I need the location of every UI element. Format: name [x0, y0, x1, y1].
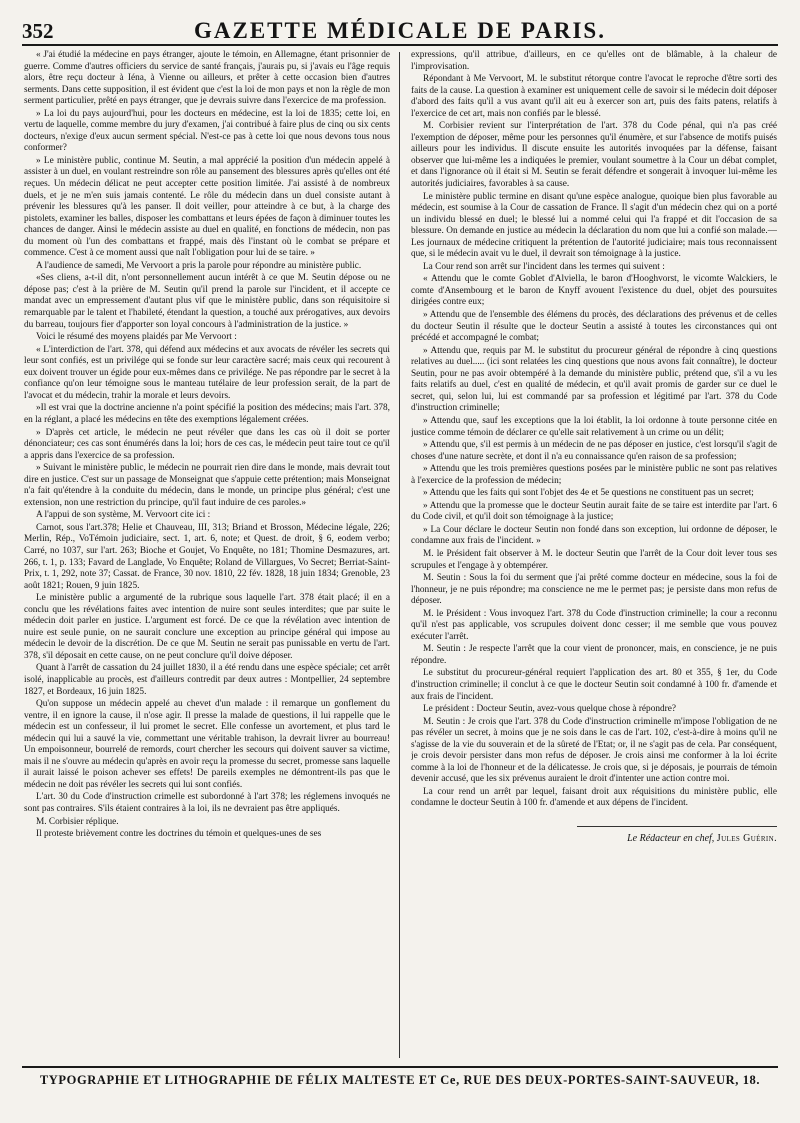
- paragraph: Le substitut du procureur-général requiert l'application des art. 80 et 355, § 1er, du Code d'instruction criminelle; il conclut à ce que le docteur Seutin soit condamné à 100 fr. d'amende et aux frais de l'incident.: [411, 668, 777, 702]
- paragraph: M. Seutin : Sous la foi du serment que j'ai prêté comme docteur en médecine, sous la foi de l'honneur, je ne puis répondre; ma conscience ne me le permet pas; je persiste dans mon refus de déposer.: [411, 573, 777, 607]
- signature-name: Jules Guérin.: [716, 833, 777, 844]
- paragraph: » Attendu que de l'ensemble des élémens du procès, des déclarations des prévenus et de celles du docteur Seutin il résulte que le docteur Seutin a assisté à toutes les circonstances qui ont précédé et accompagné le combat;: [411, 310, 777, 344]
- paragraph: « Attendu que le comte Goblet d'Alviella, le baron d'Hooghvorst, le vicomte Walckiers, le comte d'Ansembourg et le baron de Knyff avouent l'existence du duel, objet des poursuites dirigées contre eux;: [411, 274, 777, 308]
- paragraph: La Cour rend son arrêt sur l'incident dans les termes qui suivent :: [423, 261, 665, 272]
- paragraph: » D'après cet article, le médecin ne peut révéler que dans les cas où il doit se porter dénonciateur; ces cas sont énumérés dans la loi; hors de ces cas, le médecin peut taire tout ce qu'il a appris dans l'exercice de sa profession.: [24, 427, 390, 461]
- paragraph: La cour rend un arrêt par lequel, faisant droit aux réquisitions du ministère public, elle condamne le docteur Seutin à 100 fr. d'amende et aux dépens de l'incident.: [411, 786, 777, 809]
- paragraph: » La loi du pays aujourd'hui, pour les docteurs en médecine, est la loi de 1835; cette loi, en vertu de laquelle, comme membre du jury d'examen, j'ai contribué à faire plus de cinq ou six cents docteurs, n'exige d'eux aucun serment spécial. N'est-ce pas à cette loi que nous devons tous nous conformer?: [24, 108, 390, 154]
- paragraph: Qu'on suppose un médecin appelé au chevet d'un malade : il remarque un gonflement du ventre, il en ignore la cause, il n'ose agir. Il presse la malade de questions, il lui rappelle que le médecin est un confesseur, il lui promet le secret. Elle confesse un avortement, et plus tard le médecin qui lui a sauvé la vie, commettant une véritable trahison, la devrait livrer au bourreau! Un empoisonneur, bourrelé de remords, court chercher les secours qui doivent sauver sa victime, mais il ne s'ouvre au médecin qu'après en avoir reçu la promesse du secret, promesse sans laquelle il aurait laissé le poison achever ses effets! De pareils exemples ne démontrent-ils pas que le médecin ne doit pas révéler les secrets qui lui sont confiés.: [24, 699, 390, 790]
- paragraph: « L'interdiction de l'art. 378, qui défend aux médecins et aux avocats de révéler les secrets qui leur sont confiés, est un privilége qui se fonde sur leur caractère sacré; mais ceux qui recourent à eux doivent trouver un égide pour eux-mêmes dans ce privilége. Ne pas répondre par le secret à la confiance qu'on leur témoigne sous le manteau tutélaire de leur profession serait, de la part de l'avocat et du médecin, trahir la morale et leurs devoirs.: [24, 344, 390, 401]
- left-column: [24, 50, 390, 1058]
- editor-signature: [411, 833, 777, 845]
- paragraph: M. le Président : Vous invoquez l'art. 378 du Code d'instruction criminelle; la cour a reconnu qu'il n'est pas applicable, vos scrupules doivent donc cesser; il me semble que vous pouvez exécuter l'arrêt.: [411, 608, 777, 642]
- printer-imprint: TYPOGRAPHIE ET LITHOGRAPHIE DE FÉLIX MALTESTE ET Ce, RUE DES DEUX-PORTES-SAINT-SAUVEUR, 18.: [39, 1073, 761, 1087]
- paragraph: «Ses cliens, a-t-il dit, n'ont personnellement aucun intérêt à ce que M. Seutin dépose ou ne dépose pas; c'est à la prière de M. Seutin qu'il prend la parole sur l'incident, et il accepte ce mandat avec un empressement d'autant plus vif que le ministère public, dans son réquisitoire si remarquable par le talent et l'habileté, étendant la question, a touché aux prérogatives, aux devoirs du barreau, toujours fier d'apporter son loyal concours à l'administration de la justice. »: [24, 273, 390, 330]
- paragraph: Le ministère public a argumenté de la rubrique sous laquelle l'art. 378 était placé; il en a conclu que les révélations faites avec intention de nuire sont seules interdites; que par suite le médecin doit parler en justice. L'argument est forcé. De ce que la révélation avec intention de nuire est seule punie, on ne saurait conclure une exception au principe général qui impose au médecin le devoir de la discrétion. De ce que M. Seutin ne serait pas punissable en vertu de l'art. 378, s'il déposait en cette cause, on ne peut conclure qu'il doive déposer.: [24, 593, 390, 661]
- page-header: [22, 10, 778, 46]
- paragraph: » Attendu que, requis par M. le substitut du procureur général de répondre à cinq questions relatives au duel..... (ici sont relatées les cinq questions que nous avons fait connaître), le docteur Seutin, pour ne pas avoir obtempéré à la demande du ministère public, prétend que, s'il a vu les faits relatifs au duel, c'est en qualité de médecin, et qu'il avait promis de garder sur ce duel le secret, qui, selon lui, lui est commandé par sa profession et légitimé par l'art. 378 du Code d'instruction criminelle;: [411, 345, 777, 414]
- paragraph: Quant à l'arrêt de cassation du 24 juillet 1830, il a été rendu dans une espèce spéciale; cet arrêt isolé, inapplicable au procès, est d'ailleurs contredit par deux autres : Montpellier, 24 septembre 1827, et Bordeaux, 16 juin 1825.: [24, 663, 390, 697]
- citation-list: Carnot, sous l'art.378; Helie et Chauveau, III, 313; Briand et Brosson, Médecine légale, 226; Merlin, Rép., VoTémoin judiciaire, sect. 1, art. 6, note; et Quest. de droit, § 6, eodem verbo; Carré, no 1037, sur l'art. 263; Bioche et Goujet, Vo Enquête, no 181; Thomine Desmazures, art. 266, t. 1, p. 133; Favard de Langlade, Vo Enquête; Roland de Villargues, Vo Secret; Berriat-Saint-Prix, t. 1, 292, note 37; Cassat. de France, 30 nov. 1810, 22 fév. 1828, 18 juin 1834; Grenoble, 23 août 1821; Rouen, 9 juin 1825.: [24, 522, 390, 591]
- paragraph: M. le Président fait observer à M. le docteur Seutin que l'arrêt de la Cour doit lever tous ses scrupules et l'engage à y obtempérer.: [411, 548, 777, 571]
- right-column: [411, 50, 777, 1058]
- paragraph: L'art. 30 du Code d'instruction crimelle est subordonné à l'art 378; les réglemens invoqués ne sont pas contraires. S'ils étaient contraires à la loi, ils ne devraient pas être appliqués.: [24, 792, 390, 814]
- paragraph: « J'ai étudié la médecine en pays étranger, ajoute le témoin, en Allemagne, étant prisonnier de guerre. Comme d'autres officiers du service de santé français, j'aurais pu, si j'avais eu l'âge requis alors, être reçu docteur à Iéna, à Vienne ou ailleurs, et prêter à cette occasion bien d'autres serments. Dans cette supposition, il est évident que c'est la loi de mon pays et non la règle de mon serment particulier, prêté en pays étranger, que je devrais suivre dans l'exercice de ma profession.: [24, 50, 390, 107]
- page-number: 352: [22, 19, 54, 43]
- paragraph: » Attendu que la promesse que le docteur Seutin aurait faite de se taire est interdite par l'art. 6 du Code civil, et qu'il doit son témoignage à la justice;: [411, 500, 777, 523]
- paragraph: Voici le résumé des moyens plaidés par Me Vervoort :: [36, 332, 237, 343]
- footer-rule: [22, 1066, 778, 1068]
- paragraph: » Suivant le ministère public, le médecin ne pourrait rien dire dans le monde, mais devrait tout dire en justice. C'est sur un passage de Monseignat que s'appuie cette prétention; mais Monseignat n'a fait qu'étendre à la conduite du médecin, dans le monde, un principe plus général; c'est une extension, non une restriction du principe, qu'il faut induire de ces paroles.»: [24, 463, 390, 508]
- paragraph: M. Corbisier réplique.: [36, 816, 119, 827]
- paragraph: M. Corbisier revient sur l'interprétation de l'art. 378 du Code pénal, qui n'a pas créé l'exemption de déposer, même pour les personnes qu'il énumère, et sur l'absence de motifs puisés ailleurs pour les individus. Il discute ensuite les autorités invoquées par la défense, faisant observer que lui-même les a indiquées le premier, voulant soumettre à la Cour un débat complet, et dans l'ignorance où il était si M. Seutin se ferait défendre et songerait à invoquer lui-même les autorités judiciaires, favorables à sa cause.: [411, 121, 777, 190]
- paragraph: » Le ministère public, continue M. Seutin, a mal apprécié la position d'un médecin appelé à assister à un duel, en voulant restreindre son rôle au pansement des blessures après qu'elles ont été reçues. Un médecin délicat ne peut accepter cette position limitée. J'ai assisté à de nombreux duels, et je ne m'en suis jamais contenté. Le rôle du médecin dans un duel consiste autant à prévenir les blessures qu'à les panser. Il doit veiller, pour atteindre à ce but, à la charge des pistolets, examiner les balles, disposer les combattans et leurs épées de façon à diminuer toutes les chances de danger. Ainsi le médecin assiste au duel en qualité, en fonctions de médecin, non pas du moment où l'un des combattans et frappé, mais dès l'instant où le combat se prépare et commence. C'est à ce moment aussi que naît l'obligation pour lui de se taire. »: [24, 155, 390, 259]
- paragraph: » Attendu que les trois premières questions posées par le ministère public ne sont pas relatives à l'exercice de la profession de médecin;: [411, 464, 777, 486]
- paragraph: Le ministère public termine en disant qu'une espèce analogue, quoique bien plus favorable au médecin, est soumise à la Cour de cassation de France. Il s'agit d'un médecin chez qui on a porté un individu blessé en duel; le blessé lui a nommé celui qui l'a frappé et dit l'occasion de sa blessure. On demande en justice au médecin la déclaration du nom que lui a confié son malade.— Les journaux de médecine critiquent la prétention de l'autorité judiciaire; mais tous reconnaissent que, si le médecin avait vu le duel, il devrait son témoignage à la justice.: [411, 191, 777, 260]
- paragraph: » Attendu que les faits qui sont l'objet des 4e et 5e questions ne constituent pas un secret;: [423, 488, 754, 499]
- signature-rule: [577, 826, 777, 827]
- paragraph: »Il est vrai que la doctrine ancienne n'a point spécifié la position des médecins; mais l'art. 378, en la réglant, a placé les médecins en tête des exemptions légalement créées.: [24, 403, 390, 425]
- masthead-title: GAZETTE MÉDICALE DE PARIS.: [194, 18, 606, 43]
- paragraph: A l'audience de samedi, Me Vervoort a pris la parole pour répondre au ministère public.: [36, 260, 362, 271]
- paragraph: » Attendu que, sauf les exceptions que la loi établit, la loi ordonne à toute personne citée en justice comme témoin de déclarer ce qu'elle sait relativement à un crime ou un délit;: [411, 415, 777, 438]
- paragraph: Le président : Docteur Seutin, avez-vous quelque chose à répondre?: [423, 704, 676, 715]
- signature-role: Le Rédacteur en chef,: [627, 833, 715, 844]
- paragraph: M. Seutin : Je respecte l'arrêt que la cour vient de prononcer, mais, en conscience, je ne puis répondre.: [411, 644, 777, 666]
- paragraph: expressions, qu'il attribue, d'ailleurs, en ce qu'elles ont de blâmable, à la chaleur de l'improvisation.: [411, 50, 777, 72]
- paragraph: Il proteste brièvement contre les doctrines du témoin et quelques-unes de ses: [36, 829, 322, 840]
- paragraph: A l'appui de son système, M. Vervoort cite ici :: [36, 510, 211, 521]
- paragraph: » La Cour déclare le docteur Seutin non fondé dans son exception, lui ordonne de déposer, le condamne aux frais de l'incident. »: [411, 524, 777, 547]
- paragraph: M. Seutin : Je crois que l'art. 378 du Code d'instruction criminelle m'impose l'obligation de ne pas révéler un secret, à moins que je ne sois dans le cas de l'art. 102, c'est-à-dire à moins qu'il ne s'agisse de la vie du souverain et de la sûreté de l'Etat; or, il ne s'agit pas de cela. Par conséquent, je crois devoir persister dans mon refus de déposer. Je crois ainsi me conformer à la loi écrite comme à la loi de l'honneur et de la délicatesse. Je crois que, si je déposais, je pourrais de témoin devenir accusé, que les six prévenus auraient le droit d'intenter une action contre moi.: [411, 716, 777, 785]
- paragraph: » Attendu que, s'il est permis à un médecin de ne pas déposer en justice, c'est lorsqu'il s'agit de choses d'une nature secrète, et dont il n'a eu connaissance qu'en raison de sa profession;: [411, 440, 777, 462]
- column-divider: [399, 52, 400, 1058]
- paragraph: Répondant à Me Vervoort, M. le substitut rétorque contre l'avocat le reproche d'être sorti des faits de la cause. La question à examiner est uniquement celle de savoir si le médecin doit déposer d'abord des faits qu'il a vus avant qu'il ait eu à exercer son art, puis des faits patens, relatifs à l'exercice de cet art, mais non confiés par le blessé.: [411, 74, 777, 119]
